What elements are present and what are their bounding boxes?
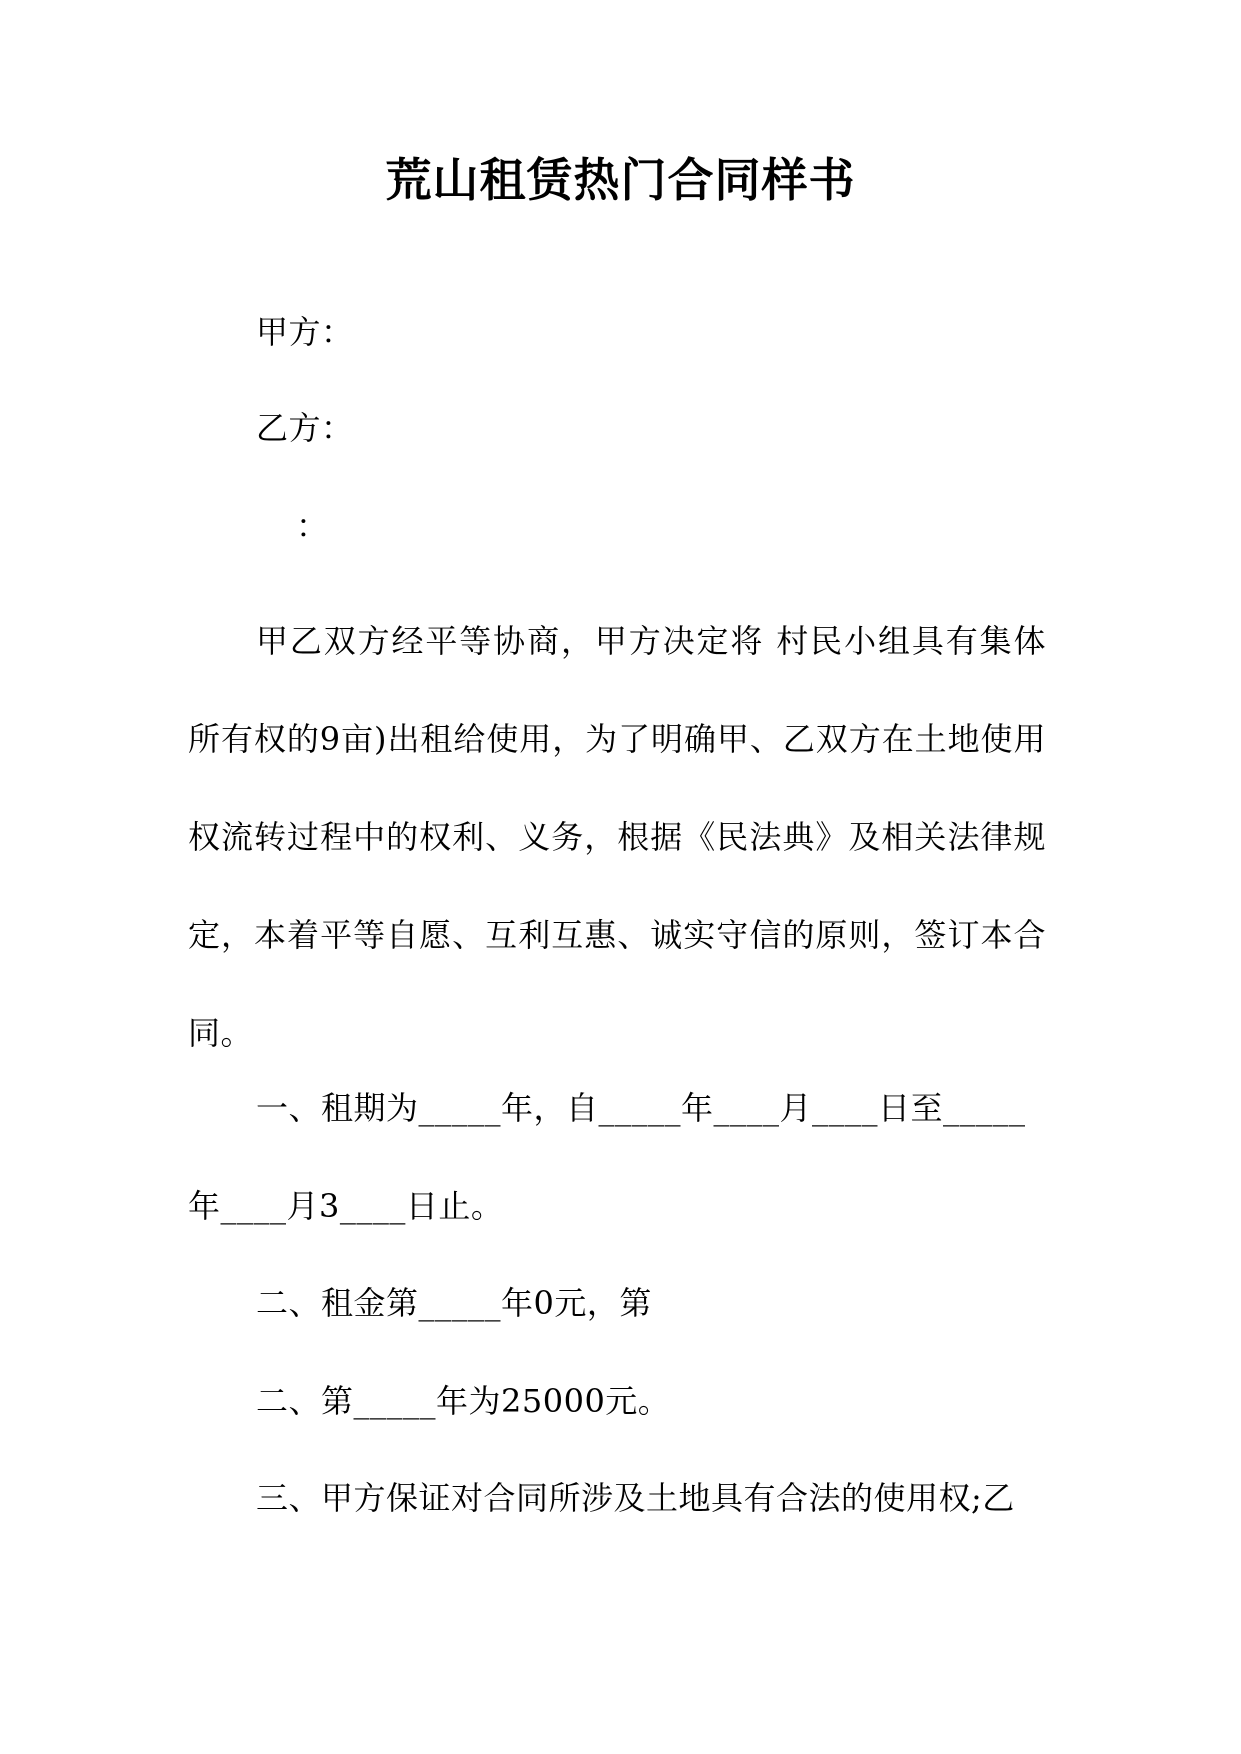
clause-1-line-1: 一、租期为_____年，自_____年____月____日至_____ — [256, 1089, 1026, 1127]
document-title: 荒山租赁热门合同样书 — [385, 153, 856, 207]
colon-line: ： — [296, 507, 329, 545]
intro-paragraph: 甲乙双方经平等协商，甲方决定将 村民小组具有集体所有权的9亩)出租给使用，为了明确甲、乙双方在土地使用权流转过程中的权利、义务，根据《民法典》及相关法律规定，本着平等自愿、互利互惠、诚实守信的原则，签订本合同。 — [188, 622, 1046, 1052]
party-a-label: 甲方： — [256, 313, 354, 351]
clause-2-second-year: 二、第_____年为25000元。 — [256, 1382, 671, 1420]
party-b-label: 乙方： — [256, 409, 354, 447]
clause-2-rent: 二、租金第_____年0元，第 — [256, 1284, 652, 1322]
clause-3: 三、甲方保证对合同所涉及土地具有合法的使用权;乙 — [256, 1479, 1015, 1517]
clause-1-line-2: 年____月3____日止。 — [188, 1187, 504, 1225]
